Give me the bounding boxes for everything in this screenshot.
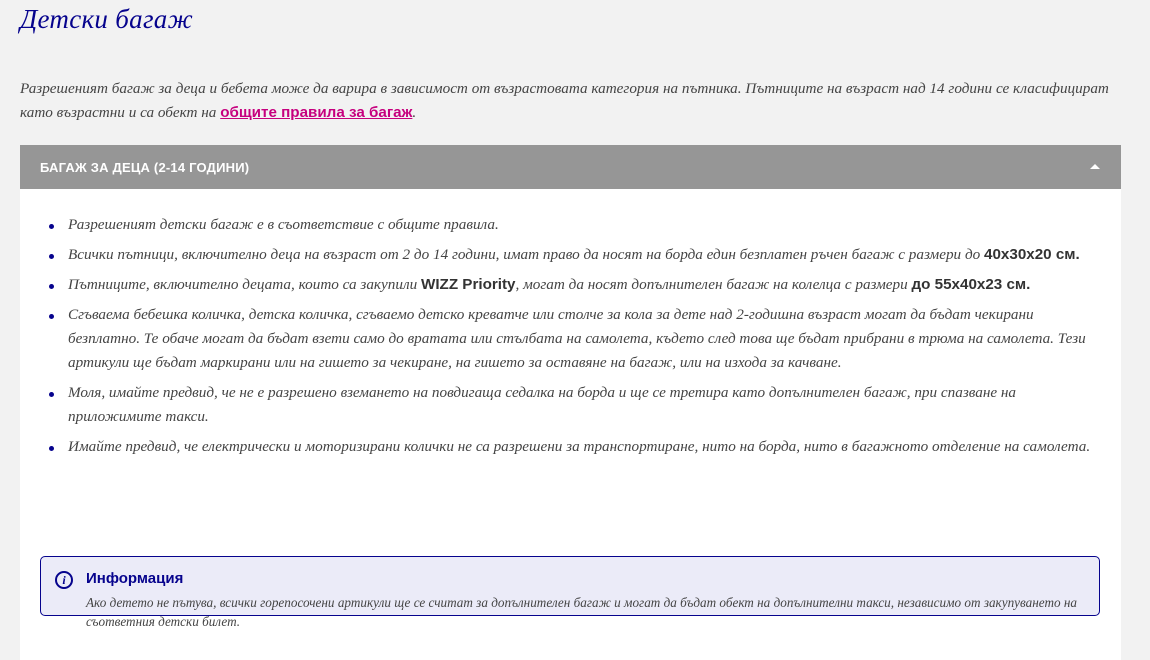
rule-text: Сгъваема бебешка количка, детска количка, сгъваемо детско креватче или столче за кола за дете над 2-годишна възраст могат да бъдат чекирани безплатно. Те обаче могат да бъдат взети само до вратата или стълбата на самолета, където след това ще бъдат прибрани в трюма на самолета. Тези артикули ще бъдат маркирани или на гишето за чекиране, на гишето за оставяне на багаж, или на изхода за качване.	[68, 306, 1086, 371]
intro-end: .	[412, 104, 417, 121]
rule-text: Всички пътници, включително деца на възраст от 2 до 14 години, имат право да носят на борда един безплатен ръчен багаж с размери до	[68, 246, 985, 263]
page-title: Детски багаж	[20, 4, 193, 34]
hand-baggage-size: 40x30x20 см.	[984, 246, 1080, 263]
wizz-priority-label: WIZZ Priority	[420, 276, 516, 293]
accordion-panel	[20, 189, 1121, 660]
list-item	[68, 303, 1108, 375]
intro-paragraph	[20, 77, 1130, 125]
info-title: Информация	[86, 570, 184, 587]
accordion-title: БАГАЖ ЗА ДЕЦА (2-14 ГОДИНИ)	[40, 159, 250, 175]
list-item	[68, 213, 1108, 237]
rule-text: Разрешеният детски багаж е в съответствие с общите правила.	[68, 216, 499, 233]
rule-text: Моля, имайте предвид, че не е разрешено вземането на повдигаща седалка на борда и ще се третира като допълнителен багаж, при спазване на приложимите такси.	[68, 384, 1017, 425]
accordion-children-baggage-header[interactable]	[20, 145, 1121, 189]
baggage-rules-list	[68, 213, 1108, 465]
info-box	[40, 556, 1100, 629]
rule-text: , могат да носят допълнителен багаж на колелца с размери	[515, 276, 912, 293]
intro-text: Разрешеният багаж за деца и бебета може да варира в зависимост от възрастовата категория на пътника. Пътниците на възраст над 14 години се класифицират като възрастни и са обект на	[20, 80, 1109, 121]
general-baggage-rules-link[interactable]: общите правила за багаж	[220, 104, 413, 121]
list-item	[68, 273, 1108, 297]
rule-text: Пътниците, включително децата, които са закупили	[68, 276, 421, 293]
list-item	[68, 381, 1108, 429]
info-text: Ако детето не пътува, всички горепосочени артикули ще се считат за допълнителен багаж и могат да бъдат обект на допълнителни такси, независимо от закупуването на съответния детски билет.	[86, 595, 1078, 629]
list-item	[68, 243, 1108, 267]
chevron-up-icon[interactable]	[1090, 164, 1100, 169]
rule-text: Имайте предвид, че електрически и моторизирани колички не са разрешени за транспортиране, нито на борда, нито в багажното отделение на самолета.	[68, 438, 1091, 455]
list-item	[68, 435, 1108, 459]
info-icon: i	[55, 571, 73, 589]
trolley-size: до 55x40x23 см.	[911, 276, 1031, 293]
